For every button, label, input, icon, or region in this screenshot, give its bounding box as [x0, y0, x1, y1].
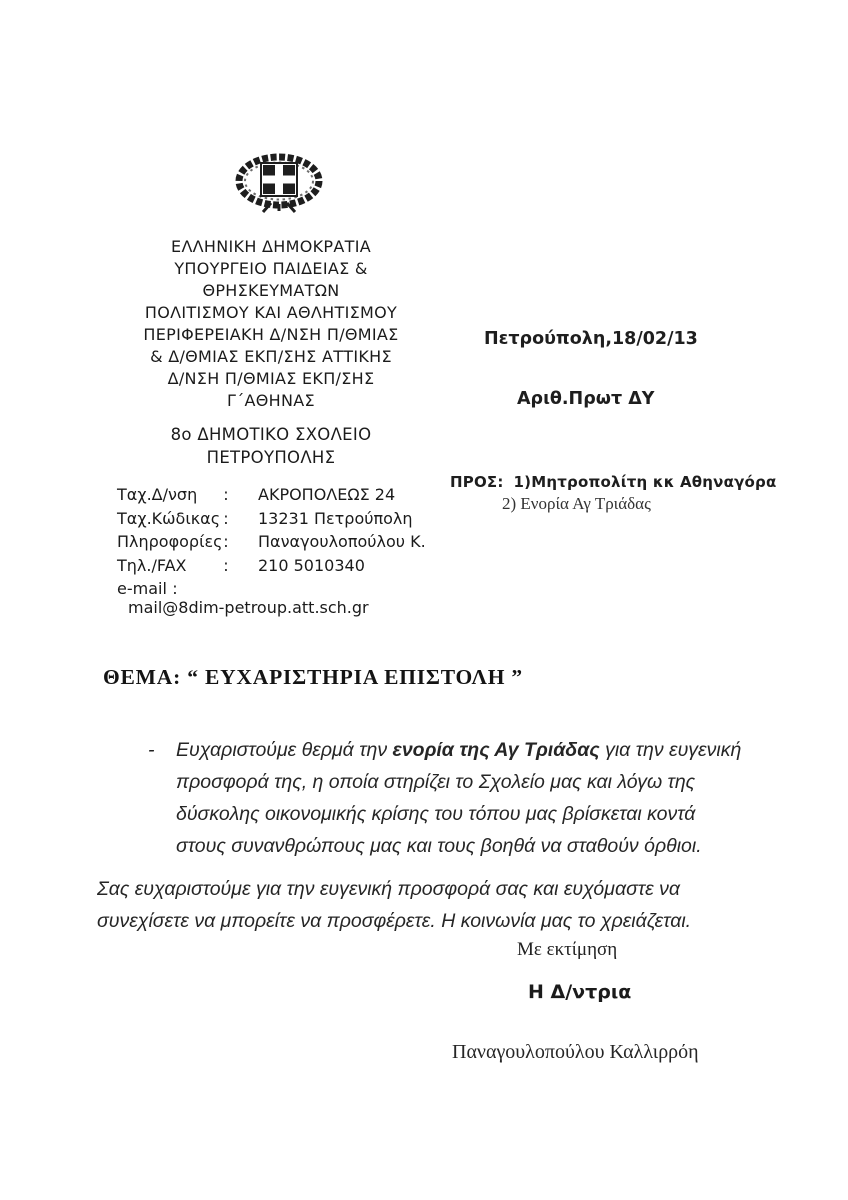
p1-line1-post: για την ευγενική — [599, 739, 742, 761]
ministry-header — [95, 236, 447, 412]
contact-value: ΑΚΡΟΠΟΛΕΩΣ 24 — [258, 485, 396, 504]
contact-info — [117, 483, 426, 601]
signature-name: Παναγουλοπούλου Καλλιρρόη — [452, 1041, 699, 1063]
paragraph-1-line-3: δύσκολης οικονομικής κρίσης του τόπου μας βρίσκεται κοντά — [176, 803, 696, 825]
protocol-number: Αριθ.Πρωτ ΔΥ — [517, 389, 655, 409]
ministry-header-line: Γ΄ΑΘΗΝΑΣ — [227, 391, 315, 410]
contact-label: Ταχ.Δ/νση — [117, 485, 198, 504]
contact-row-email — [117, 577, 426, 601]
ministry-header-line: ΠΟΛΙΤΙΣΜΟΥ ΚΑΙ ΑΘΛΗΤΙΣΜΟΥ — [144, 303, 398, 322]
contact-label: e-mail — [117, 579, 167, 598]
contact-row-phone-fax — [117, 554, 426, 578]
ministry-header-line: ΠΕΡΙΦΕΡΕΙΑΚΗ Δ/ΝΣΗ Π/ΘΜΙΑΣ — [143, 325, 399, 344]
recipient-2: 2) Ενορία Αγ Τριάδας — [502, 494, 651, 513]
ministry-header-line: ΥΠΟΥΡΓΕΙΟ ΠΑΙΔΕΙΑΣ & — [174, 259, 368, 278]
paragraph-1-line-1 — [176, 734, 758, 766]
greek-coat-of-arms-emblem — [235, 153, 323, 215]
wreath-stems — [263, 203, 295, 212]
contact-row-postal-code — [117, 507, 426, 531]
paragraph-2-line-2: συνεχίσετε να μπορείτε να προσφέρετε. Η κοινωνία μας το χρειάζεται. — [97, 910, 692, 932]
ministry-header-line: ΘΡΗΣΚΕΥΜΑΤΩΝ — [202, 281, 340, 300]
school-name — [95, 423, 447, 469]
place-and-date: Πετρούπολη,18/02/13 — [484, 329, 698, 349]
body-paragraph-1 — [148, 734, 758, 862]
recipient-line-1 — [450, 473, 776, 491]
closing-regards: Με εκτίμηση — [517, 939, 618, 960]
school-name-line: ΠΕΤΡΟΥΠΟΛΗΣ — [206, 448, 336, 467]
ministry-header-line: Δ/ΝΣΗ Π/ΘΜΙΑΣ ΕΚΠ/ΣΗΣ — [167, 369, 375, 388]
paragraph-1-line-4: στους συνανθρώπους μας και τους βοηθά να σταθούν όρθιοι. — [176, 835, 702, 857]
contact-label: Τηλ./FAX — [117, 555, 187, 575]
contact-label: Ταχ.Κώδικας — [117, 508, 221, 528]
school-name-line: 8ο ΔΗΜΟΤΙΚΟ ΣΧΟΛΕΙΟ — [170, 425, 372, 444]
p1-line1-pre: Ευχαριστούμε θερμά την — [176, 739, 393, 761]
contact-colon: : — [223, 485, 229, 504]
contact-label: Πληροφορίες — [117, 532, 223, 551]
director-title: Η Δ/ντρια — [528, 981, 632, 1003]
paragraph-1-line-2: προσφορά της, η οποία στηρίζει το Σχολείο μας και λόγω της — [176, 771, 696, 793]
contact-value: Παναγουλοπούλου Κ. — [258, 532, 426, 551]
contact-colon: : — [223, 555, 229, 575]
contact-row-address — [117, 483, 426, 507]
body-paragraph-2 — [97, 873, 787, 937]
cross-horizontal — [263, 176, 295, 184]
ministry-header-line: ΕΛΛΗΝΙΚΗ ΔΗΜΟΚΡΑΤΙΑ — [171, 237, 371, 256]
paragraph-1-lines — [176, 734, 758, 862]
p1-line1-bold: ενορία της Αγ Τριάδας — [392, 739, 600, 761]
to-label: ΠΡΟΣ: — [450, 473, 504, 491]
contact-colon: : — [223, 532, 229, 551]
email-address: mail@8dim-petroup.att.sch.gr — [128, 598, 369, 617]
ministry-header-line: & Δ/ΘΜΙΑΣ ΕΚΠ/ΣΗΣ ΑΤΤΙΚΗΣ — [150, 347, 392, 366]
contact-value: 210 5010340 — [258, 555, 365, 575]
paragraph-2-line-1: Σας ευχαριστούμε για την ευγενική προσφορά σας και ευχόμαστε να — [97, 878, 680, 900]
contact-value: 13231 Πετρούπολη — [258, 508, 413, 528]
subject-line: ΘΕΜΑ: “ ΕΥΧΑΡΙΣΤΗΡΙΑ ΕΠΙΣΤΟΛΗ ” — [103, 665, 523, 689]
bullet-dash: - — [148, 739, 155, 761]
contact-colon: : — [223, 508, 229, 528]
contact-row-information — [117, 530, 426, 554]
contact-colon: : — [172, 579, 178, 598]
recipient-1: 1)Μητροπολίτη κκ Αθηναγόρα — [513, 473, 777, 491]
recipients-block — [450, 473, 776, 514]
